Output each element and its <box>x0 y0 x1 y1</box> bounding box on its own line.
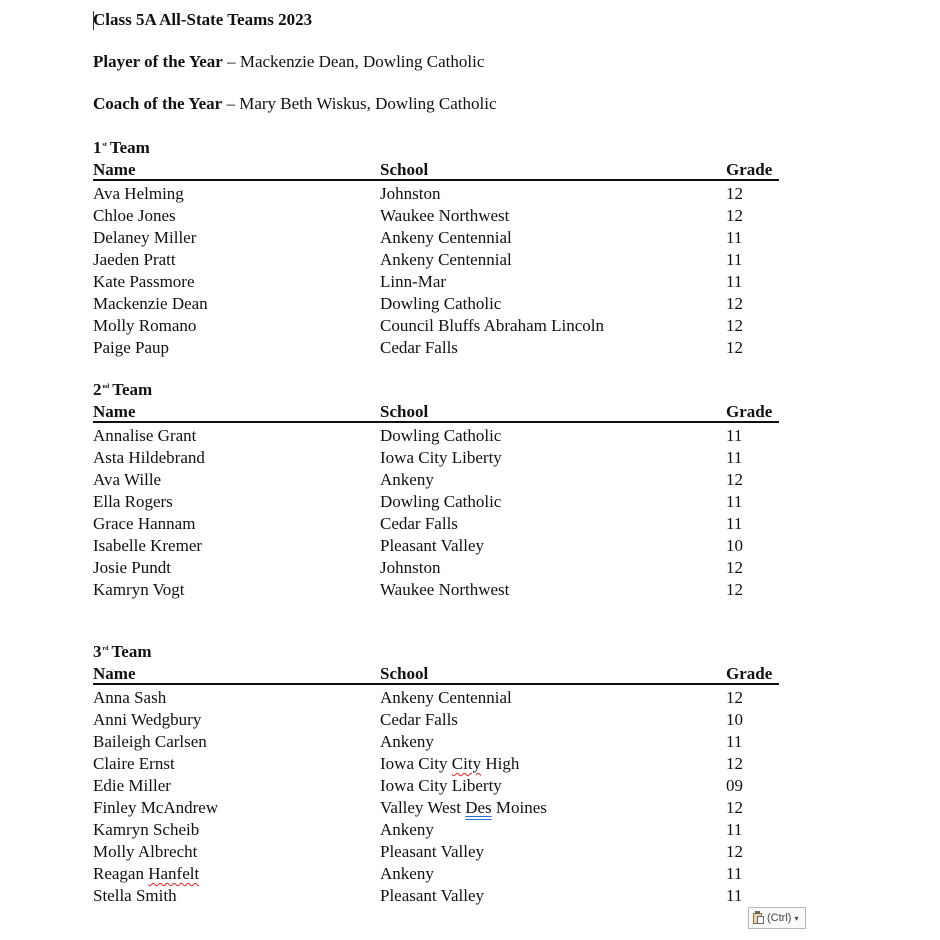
school-name: Cedar Falls <box>380 710 458 729</box>
grade: 12 <box>726 338 743 357</box>
table-row <box>93 863 779 885</box>
table-row <box>93 709 779 731</box>
player-name: Mackenzie Dean <box>93 294 208 313</box>
player-name: Kate Passmore <box>93 272 195 291</box>
school-name: Pleasant Valley <box>380 536 485 555</box>
table-header <box>93 663 779 685</box>
column-header-name: Name <box>93 402 136 421</box>
table-row <box>93 425 779 447</box>
table-row <box>93 469 779 491</box>
table-row <box>93 775 779 797</box>
player-name: Kamryn Scheib <box>93 820 200 839</box>
grade: 11 <box>726 886 743 905</box>
grade: 12 <box>726 842 743 861</box>
player-name: Josie Pundt <box>93 558 171 577</box>
player-name: Grace Hannam <box>93 514 196 533</box>
school-name: Pleasant Valley <box>380 842 485 861</box>
grade: 11 <box>726 250 743 269</box>
school-name: Iowa City Liberty <box>380 448 502 467</box>
player-name: Asta Hildebrand <box>93 448 205 467</box>
player-name: Finley McAndrew <box>93 798 219 817</box>
document-title: Class 5A All-State Teams 2023 <box>93 10 313 29</box>
grade: 11 <box>726 448 743 467</box>
table-row <box>93 293 779 315</box>
column-header-grade: Grade <box>726 664 773 683</box>
team-1-heading: 1st Team <box>93 138 150 157</box>
grade: 12 <box>726 558 743 577</box>
table-row <box>93 557 779 579</box>
table-row <box>93 819 779 841</box>
grade: 11 <box>726 514 743 533</box>
coach-of-year-label: Coach of the Year <box>93 94 223 113</box>
table-row <box>93 535 779 557</box>
grade: 12 <box>726 688 743 707</box>
school-name: Ankeny Centennial <box>380 250 512 269</box>
grade: 11 <box>726 492 743 511</box>
table-row <box>93 183 779 205</box>
table-row <box>93 579 779 601</box>
table-row <box>93 249 779 271</box>
grade: 12 <box>726 184 743 203</box>
table-header <box>93 401 779 423</box>
table-row <box>93 447 779 469</box>
school-name: Johnston <box>380 558 441 577</box>
grade: 12 <box>726 470 743 489</box>
table-row <box>93 491 779 513</box>
table-row <box>93 841 779 863</box>
player-name: Annalise Grant <box>93 426 197 445</box>
grade: 11 <box>726 864 743 883</box>
player-name: Reagan Hanfelt <box>93 864 200 883</box>
grade: 12 <box>726 206 743 225</box>
player-name: Baileigh Carlsen <box>93 732 207 751</box>
school-name: Linn-Mar <box>380 272 447 291</box>
table-row <box>93 205 779 227</box>
school-name: Dowling Catholic <box>380 426 502 445</box>
column-header-grade: Grade <box>726 402 773 421</box>
column-header-grade: Grade <box>726 160 773 179</box>
school-name: Ankeny <box>380 732 434 751</box>
school-name: Council Bluffs Abraham Lincoln <box>380 316 604 335</box>
player-name: Isabelle Kremer <box>93 536 203 555</box>
table-row <box>93 513 779 535</box>
player-name: Stella Smith <box>93 886 177 905</box>
column-header-name: Name <box>93 160 136 179</box>
player-of-year-value: Mackenzie Dean, Dowling Catholic <box>239 52 485 71</box>
column-header-school: School <box>380 160 429 179</box>
grade: 11 <box>726 820 743 839</box>
school-name: Ankeny Centennial <box>380 688 512 707</box>
player-name: Paige Paup <box>93 338 170 357</box>
school-name: Ankeny <box>380 864 434 883</box>
player-name: Delaney Miller <box>93 228 197 247</box>
table-row <box>93 753 779 775</box>
paste-options-label: (Ctrl) <box>767 912 792 924</box>
column-header-name: Name <box>93 664 136 683</box>
school-name: Iowa City Liberty <box>380 776 502 795</box>
school-name: Johnston <box>380 184 441 203</box>
table-row <box>93 731 779 753</box>
player-name: Ella Rogers <box>93 492 173 511</box>
player-name: Edie Miller <box>93 776 171 795</box>
grade: 11 <box>726 426 743 445</box>
table-row <box>93 271 779 293</box>
grade: 12 <box>726 316 743 335</box>
school-name: Cedar Falls <box>380 338 458 357</box>
team-3-table <box>93 663 779 907</box>
player-name: Ava Wille <box>93 470 162 489</box>
player-name: Kamryn Vogt <box>93 580 185 599</box>
grade: 09 <box>726 776 743 795</box>
school-name: Dowling Catholic <box>380 492 502 511</box>
coach-of-year: Coach of the Year – Mary Beth Wiskus, Dowling Catholic <box>93 94 497 113</box>
team-2-heading: 2nd Team <box>93 380 153 399</box>
school-name: Waukee Northwest <box>380 206 510 225</box>
table-row <box>93 227 779 249</box>
school-name: Pleasant Valley <box>380 886 485 905</box>
table-row <box>93 687 779 709</box>
column-header-school: School <box>380 664 429 683</box>
grade: 12 <box>726 754 743 773</box>
school-name: Ankeny <box>380 470 434 489</box>
player-of-year: Player of the Year – Mackenzie Dean, Dowling Catholic <box>93 52 485 71</box>
team-1-table <box>93 159 779 359</box>
school-name: Cedar Falls <box>380 514 458 533</box>
paste-options-button[interactable] <box>748 907 806 929</box>
player-name: Ava Helming <box>93 184 184 203</box>
grade: 10 <box>726 536 743 555</box>
player-name: Jaeden Pratt <box>93 250 176 269</box>
table-row <box>93 885 779 907</box>
grade: 10 <box>726 710 743 729</box>
clipboard-icon <box>753 911 765 925</box>
table-row <box>93 315 779 337</box>
team-2-table <box>93 401 779 601</box>
school-name: Waukee Northwest <box>380 580 510 599</box>
grade: 12 <box>726 580 743 599</box>
school-name: Ankeny <box>380 820 434 839</box>
player-name: Chloe Jones <box>93 206 176 225</box>
player-name: Molly Romano <box>93 316 197 335</box>
grade: 11 <box>726 272 743 291</box>
player-of-year-label: Player of the Year <box>93 52 223 71</box>
grade: 12 <box>726 798 743 817</box>
school-name: Dowling Catholic <box>380 294 502 313</box>
player-name: Anna Sash <box>93 688 167 707</box>
table-row <box>93 337 779 359</box>
school-name: Ankeny Centennial <box>380 228 512 247</box>
grade: 12 <box>726 294 743 313</box>
grade: 11 <box>726 732 743 751</box>
player-name: Claire Ernst <box>93 754 175 773</box>
school-name: Valley West Des Moines <box>380 798 547 817</box>
chevron-down-icon: ▾ <box>794 913 799 923</box>
table-header <box>93 159 779 181</box>
player-name: Anni Wedgbury <box>93 710 202 729</box>
coach-of-year-value: Mary Beth Wiskus, Dowling Catholic <box>239 94 497 113</box>
school-name: Iowa City City High <box>380 754 520 773</box>
column-header-school: School <box>380 402 429 421</box>
player-name: Molly Albrecht <box>93 842 198 861</box>
table-row <box>93 797 779 819</box>
grade: 11 <box>726 228 743 247</box>
team-3-heading: 3rd Team <box>93 642 152 661</box>
